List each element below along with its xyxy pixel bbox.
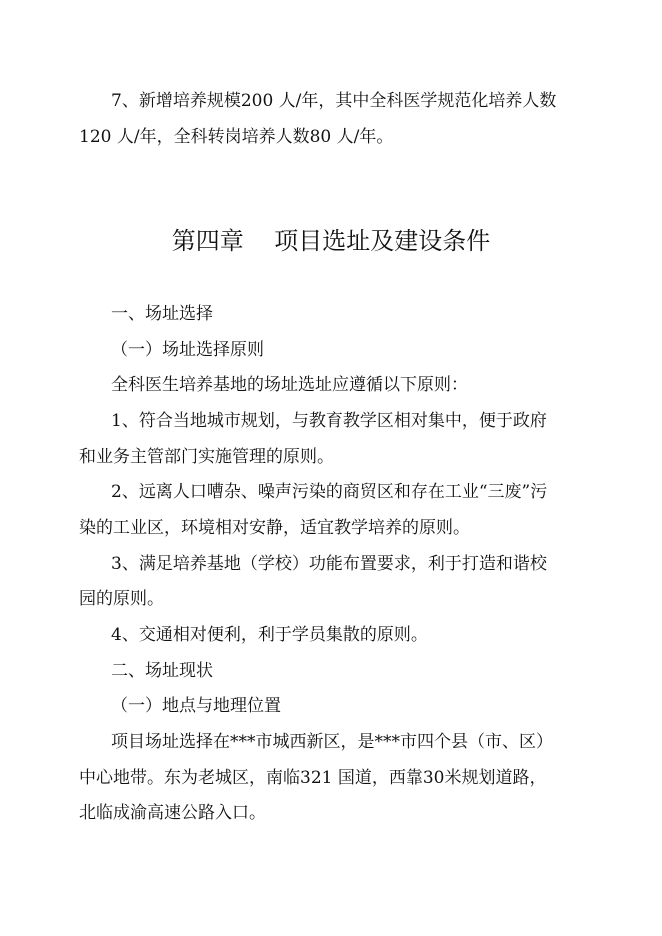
principle-2-line-1: 2、远离人口嘈杂、噪声污染的商贸区和存在工业“三废”污 <box>111 482 548 502</box>
section1-intro: 全科医生培养基地的场址选址应遵循以下原则： <box>111 375 468 395</box>
principle-2-line-2: 染的工业区，环境相对安静，适宜教学培养的原则。 <box>79 518 470 538</box>
location-paragraph-line-1: 项目场址选择在***市城西新区，是***市四个县（市、区） <box>111 732 553 752</box>
principle-3-line-1: 3、满足培养基地（学校）功能布置要求，利于打造和谐校 <box>111 554 547 574</box>
principle-3-line-2: 园的原则。 <box>79 589 164 609</box>
location-paragraph-line-3: 北临成渝高速公路入口。 <box>79 803 266 823</box>
principle-1-line-1: 1、符合当地城市规划，与教育教学区相对集中，便于政府 <box>111 411 547 431</box>
chapter-title: 第四章 项目选址及建设条件 <box>171 227 491 255</box>
principle-4: 4、交通相对便利，利于学员集散的原则。 <box>111 625 428 645</box>
section1-heading: 一、场址选择 <box>111 304 213 324</box>
intro-line-2: 120 人/年，全科转岗培养人数80 人/年。 <box>79 127 394 147</box>
section1-subheading: （一）场址选择原则 <box>111 340 264 360</box>
intro-line-1: 7、新增培养规模200 人/年，其中全科医学规范化培养人数 <box>111 91 557 111</box>
location-paragraph-line-2: 中心地带。东为老城区，南临321 国道，西靠30米规划道路， <box>79 768 547 788</box>
section2-subheading: （一）地点与地理位置 <box>111 696 281 716</box>
section2-heading: 二、场址现状 <box>111 661 213 681</box>
principle-1-line-2: 和业务主管部门实施管理的原则。 <box>79 447 334 467</box>
